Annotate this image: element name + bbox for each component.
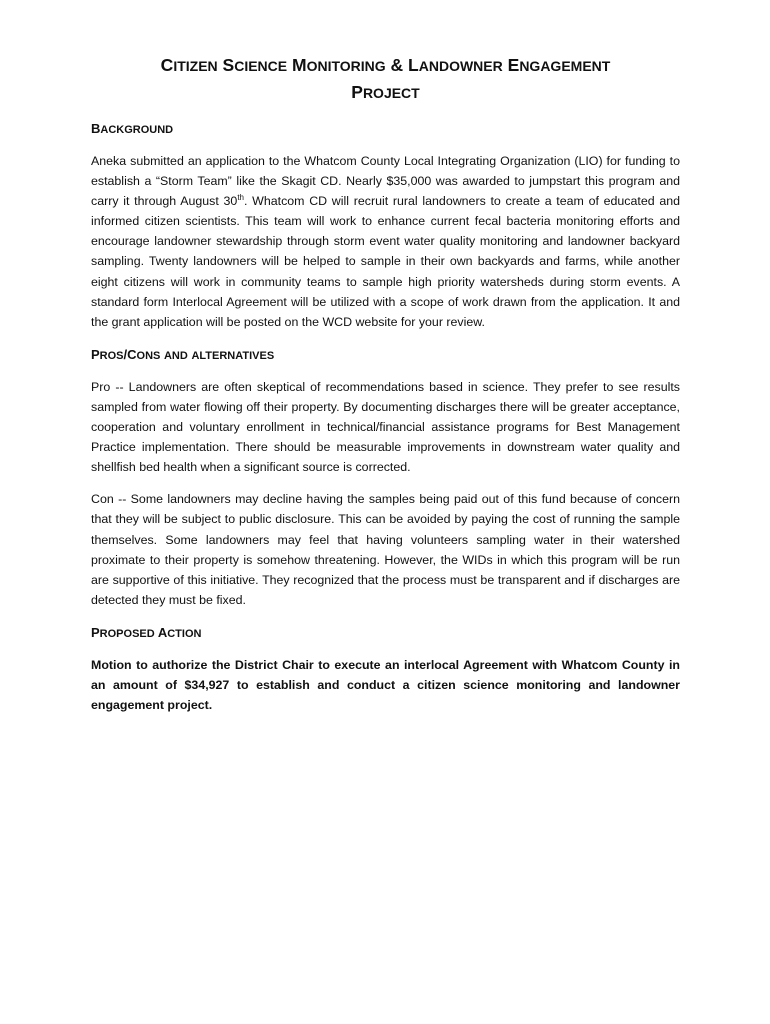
pro-paragraph: Pro -- Landowners are often skeptical of recommendations based in science. They prefer to see results sampled from water flowing off their property. By documenting discharges there will be greater acceptance, cooperation and voluntary enrollment in technical/financial assistance programs for Best Management Practice implementation. There should be measurable improvements in downstream water quality and shellfish bed health when a significant source is corrected. [91,379,680,475]
title-line-2: PROJECT [351,82,420,102]
motion-paragraph: Motion to authorize the District Chair to execute an interlocal Agreement with Whatcom County in an amount of $34,927 to establish and conduct a citizen science monitoring and landowner engagement project. [91,657,680,713]
proposed-action-heading: PROPOSED ACTION [91,624,202,640]
background-text-end: . Whatcom CD will recruit rural landowners to create a team of educated and informed citizen scientists. This team will work to enhance current fecal bacteria monitoring efforts and encourage landowner stewardship through storm event water quality monitoring and landowner backyard sampling. Twenty landowners will be helped to sample in their own backyards and farms, while another eight citizens will work in community teams to sample high priority watersheds during storm events. A standard form Interlocal Agreement will be utilized with a scope of work drawn from the application. It and the grant application will be posted on the WCD website for your review. [91,194,680,329]
document-title [91,52,680,106]
title-line-1: CITIZEN SCIENCE MONITORING & LANDOWNER ENGAGEMENT [160,55,611,75]
background-text-start: Aneka submitted an application to the Whatcom County Local Integrating Organization (LIO) for funding to establish a “Storm Team” like the Skagit CD. Nearly $35,000 was awarded to jumpstart this program and carry it through August 30 [91,154,680,209]
ordinal-superscript: th [237,193,244,203]
background-heading: BACKGROUND [91,121,174,136]
document-page [91,52,680,727]
background-paragraph [91,151,680,332]
con-paragraph: Con -- Some landowners may decline having the samples being paid out of this fund because of concern that they will be subject to public disclosure. This can be avoided by paying the cost of running the sample themselves. Some landowners may feel that having volunteers sampling water in their watershed proximate to their property is somehow threatening. However, the WIDs in which this program will be run are supportive of this initiative. They recognized that the process must be transparent and if discharges are detected they must be fixed. [91,492,680,607]
pros-cons-heading: PROS/CONS AND ALTERNATIVES [91,346,275,362]
